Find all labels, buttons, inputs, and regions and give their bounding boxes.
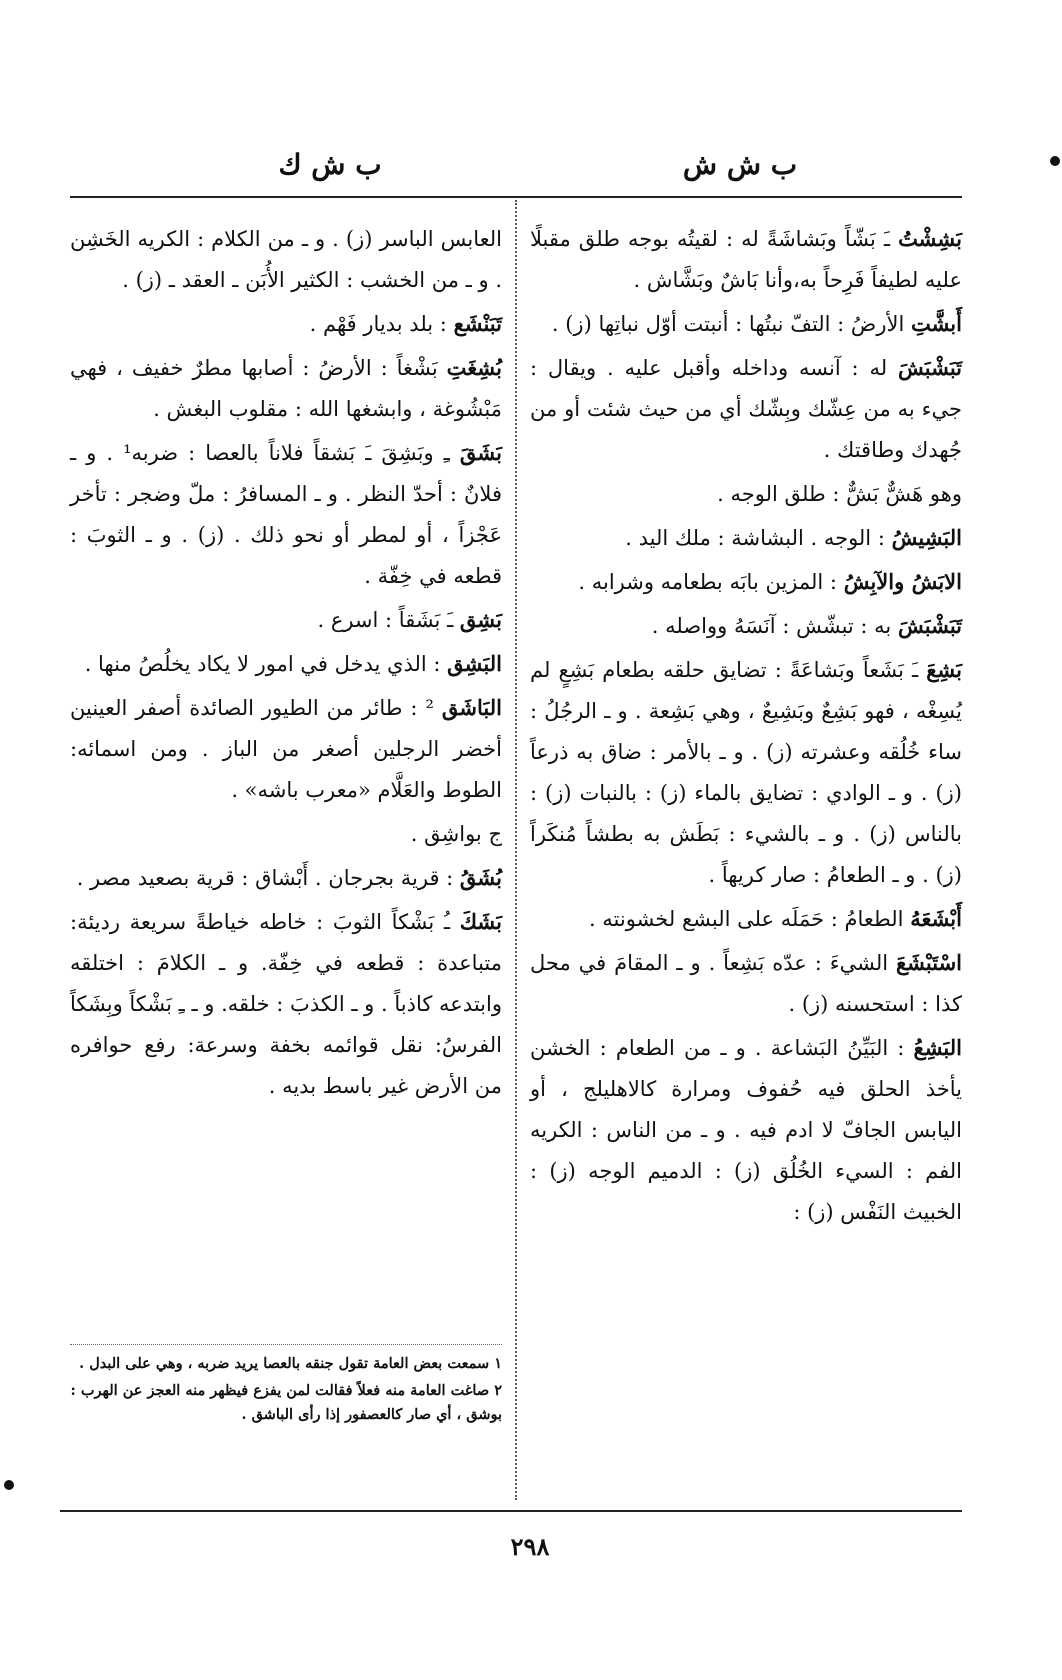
- entry-headword: الابَشُ والآبِشُ: [843, 569, 962, 594]
- entry: [70, 432, 502, 597]
- entry-text: ـَ بَشَعاً وبَشاعَةً : تضايق حلقه بطعام بَشِعٍ لم يُسِغْه ، فهو بَشِعٌ وبَشِيعٌ ، وهي بَشِعة . و ـ الرجُلُ : ساء خُلُقه وعشرته (ز) . و ـ بالأمر : ضاق به ذرعاً (ز) . و ـ الوادي : تضايق بالماء (ز) : بالنبات (ز) : بالناس (ز) . و ـ بالشيء : بَطَش به بطشاً مُنكَراً (ز) . و ـ الطعامُ : صار كريهاً .: [530, 658, 962, 887]
- entry-text: : الوجه . البشاشة : ملك اليد .: [625, 526, 892, 550]
- right-column-root-header: ب ش ش: [682, 148, 798, 181]
- entry-text: الطعامُ : حَمَلَه على البشع لخشونته .: [588, 907, 911, 931]
- entry: [70, 599, 502, 641]
- entry-headword: بَشِشْتُ: [898, 226, 962, 251]
- entry-text: ـُ بَشْكاً الثوبَ : خاطه خياطةً سريعة رديئة: متباعدة : قطعه في خِفّة. و ـ الكلامَ : اختلقه وابتدعه كاذباً . و ـ الكذبَ : خلقه. و ـ ـِ بَشْكاً وبِشَكاً الفرسُ: نقل قوائمه بخفة وسرعة: رفع حوافره من الأرض غير باسط بديه .: [70, 910, 502, 1098]
- entry: [530, 605, 962, 647]
- footnote: ١ سمعت بعض العامة تقول جنقه بالعصا يريد ضربه ، وهي على البدل .: [79, 1355, 502, 1372]
- entry: [70, 218, 502, 301]
- entry: [70, 687, 502, 811]
- entry-text: : البَيِّنُ البَشاعة . و ـ من الطعام : الخشن يأخذ الحلق فيه حُفوف ومرارة كالاهليلج ، أو اليابس الجافّ لا ادم فيه . و ـ من الناس : الكريه الفم : السيء الخُلُق (ز) : الدميم الوجه (ز) : الخبيث النَفْس (ز) :: [530, 1036, 962, 1224]
- entry-text: به : تبشّش : آنَسَهُ وواصله .: [651, 614, 898, 638]
- entry-text: : المزين بابَه بطعامه وشرابه .: [578, 570, 844, 594]
- entry: [70, 643, 502, 685]
- entry-text: وهو هَشٌّ بَشٌّ : طلق الوجه .: [717, 482, 962, 506]
- entry-headword: بَشَقَ: [459, 440, 502, 465]
- entry-text: له : آنسه وداخله وأقبل عليه . ويقال : جيء به من عِشّك وبِشّك أي من حيث شئت أو من جُهدك وطاقتك .: [530, 356, 962, 462]
- entry-text: ² : طائر من الطيور الصائدة أصفر العينين أخضر الرجلين أصغر من الباز . ومن اسمائه: الطوط والعَلَّام «معرب باشه» .: [70, 696, 502, 802]
- entry: [530, 561, 962, 603]
- left-column: [70, 218, 502, 1109]
- entry-text: ـِ وبَشِقَ ـَ بَشقاً فلاناً بالعصا : ضربه¹ . و ـ فلانٌ : أحدّ النظر . و ـ المسافرُ : ملّ وضجر : تأخر عَجْزاً ، أو لمطر أو نحو ذلك . (ز) . و ـ الثوبَ : قطعه في خِفّة .: [70, 441, 502, 588]
- column-divider: [515, 200, 517, 1500]
- entry: [70, 901, 502, 1107]
- margin-mark: [4, 1480, 14, 1490]
- footnotes: [70, 1352, 502, 1430]
- entry-text: العابس الباسر (ز) . و ـ من الكلام : الكريه الخَشِن . و ـ من الخشب : الكثير الأُبَن ـ العقد ـ (ز) .: [70, 227, 502, 292]
- entry-headword: البَشِق: [447, 651, 502, 676]
- entry-headword: بُشِغَتِ: [446, 355, 502, 380]
- entry: [70, 813, 502, 855]
- entry-headword: تَبَشْبَشَ: [897, 613, 962, 638]
- entry: [530, 218, 962, 301]
- entry: [530, 649, 962, 896]
- entry: [530, 303, 962, 345]
- entry-headword: بَشِق: [459, 607, 502, 632]
- page-number: ٢٩٨: [510, 1532, 550, 1561]
- footnote-rule: [70, 1344, 502, 1345]
- margin-mark: [1050, 156, 1060, 166]
- entry-text: ج بواشِق .: [410, 822, 502, 846]
- footnote: ٢ صاغت العامة منه فعلاً فقالت لمن يفزع فيظهر منه العجز عن الهرب : بوشق ، أي صار كالعصفور إذا رأى الباشق .: [70, 1382, 502, 1423]
- entry-text: الأرضُ : التفّ نبتُها : أنبتت أوّل نباتِها (ز) .: [551, 312, 911, 336]
- entry-headword: أَبْشَعَهُ: [910, 906, 962, 931]
- entry: [70, 857, 502, 899]
- entry-headword: البَشِيشُ: [891, 525, 962, 550]
- entry: [530, 517, 962, 559]
- entry-headword: بُشَقُ: [459, 865, 502, 890]
- entry-headword: البَاشَق: [441, 695, 502, 720]
- entry-headword: تَبَنْشَع: [453, 311, 502, 336]
- entry-text: ـَ بَشَقاً : اسرع .: [317, 608, 460, 632]
- bottom-rule: [60, 1510, 962, 1512]
- entry-headword: البَشِعُ: [913, 1035, 962, 1060]
- entry-text: ـَ بَشّاً وبَشاشَةً له : لقيتُه بوجه طلق مقبلًا عليه لطيفاً فَرِحاً به،وأنا بَاشٌ وبَشَّاش .: [530, 227, 962, 292]
- entry: [530, 942, 962, 1025]
- entry-text: الشيءَ : عدّه بَشِعاً . و ـ المقامَ في محل كذا : استحسنه (ز) .: [530, 951, 962, 1016]
- entry-headword: اسْتَبْشَعَ: [895, 950, 962, 975]
- entry-text: : الذي يدخل في امور لا يكاد يخلُصُ منها .: [84, 652, 448, 676]
- entry-headword: أَبشَّتِ: [910, 311, 962, 336]
- left-column-root-header: ب ش ك: [278, 148, 382, 181]
- entry: [70, 303, 502, 345]
- entry-headword: تَبَشْبَشَ: [897, 355, 962, 380]
- entry: [530, 1027, 962, 1233]
- entry-text: : بلد بديار فَهْم .: [309, 312, 454, 336]
- right-column: [530, 218, 962, 1235]
- entry-headword: بَشَكَ: [459, 909, 502, 934]
- entry: [530, 347, 962, 471]
- entry-headword: بَشِعَ: [926, 657, 962, 682]
- entry-text: : قرية بجرجان . أَبْشاق : قرية بصعيد مصر .: [76, 866, 460, 890]
- entry-text: بَشْغاً : الأرضُ : أصابها مطرٌ خفيف ، فهي مَبْشُوغة ، وابشغها الله : مقلوب البغش .: [70, 356, 502, 421]
- entry: [530, 473, 962, 515]
- top-rule: [70, 196, 962, 198]
- entry: [530, 898, 962, 940]
- entry: [70, 347, 502, 430]
